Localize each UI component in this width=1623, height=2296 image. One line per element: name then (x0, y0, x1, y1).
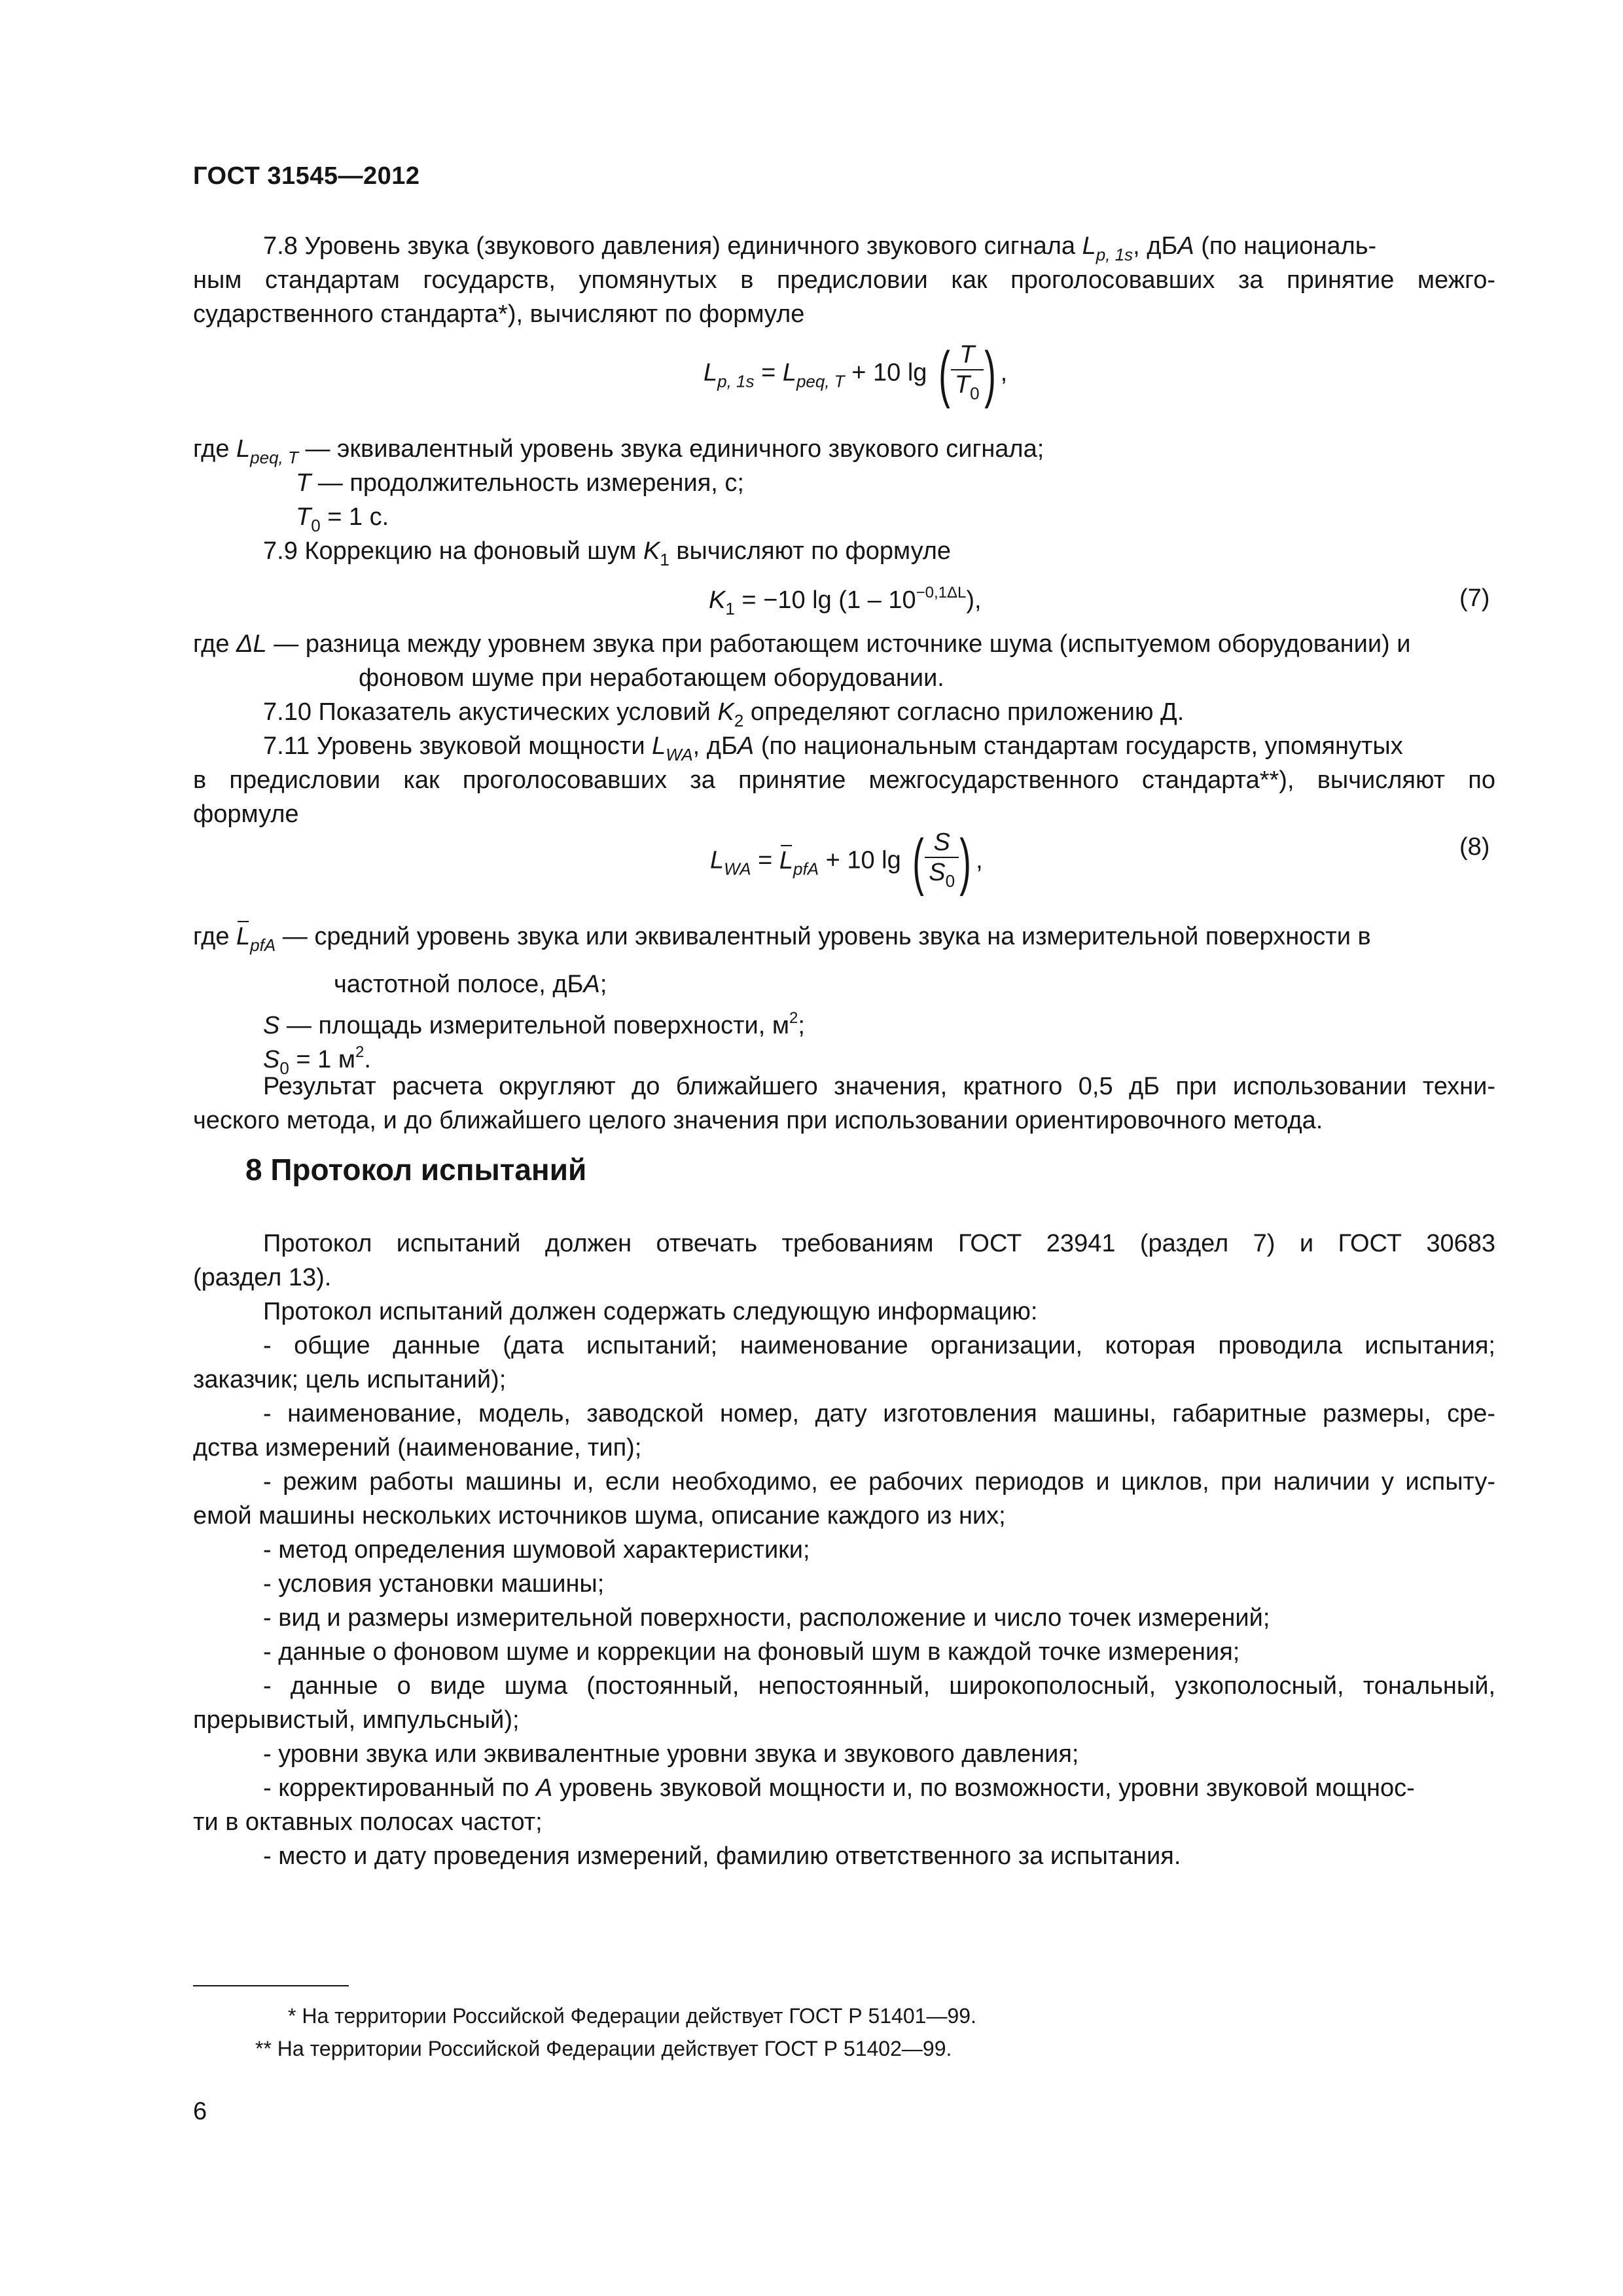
list-item-cont: ти в октавных полосах частот; (193, 1808, 543, 1836)
left-paren: ( (912, 826, 925, 897)
text: , дБ (1133, 232, 1178, 260)
text: = 1 с. (320, 503, 389, 531)
footnote-separator (193, 1985, 349, 1986)
var-l: L (1082, 232, 1096, 260)
var-l: L (782, 359, 796, 387)
var-k: K (709, 586, 726, 614)
where-6-line2 (296, 466, 744, 500)
text: где (193, 435, 237, 463)
list-item-cont: дства измерений (наименование, тип); (193, 1434, 642, 1462)
para-7-11-line2: в предисловии как проголосовавших за принятие межгосударственного стандарта**), вычисляют по (193, 766, 1495, 794)
denominator (951, 370, 984, 408)
sub: p, 1s (717, 371, 755, 391)
var-l-bar: L (779, 844, 793, 878)
var-l: L (236, 435, 251, 463)
text: + 10 lg (819, 846, 908, 874)
s8-p1-line2: (раздел 13). (193, 1264, 332, 1291)
denominator (925, 858, 959, 895)
var-a: A (583, 971, 600, 998)
section-8-heading: 8 Протокол испытаний (245, 1153, 587, 1187)
formula-8: $L_{WA} = L_{pfA} + 10$ lg ( $\frac{S}{S_0}$ ) , (710, 826, 983, 897)
s8-p1-line1: Протокол испытаний должен отвечать требованиям ГОСТ 23941 (раздел 7) и ГОСТ 30683 (263, 1230, 1495, 1257)
right-paren: ) (959, 826, 971, 897)
right-paren: ) (984, 338, 996, 409)
list-item: - уровни звука или эквивалентные уровни звука и звукового давления; (263, 1740, 1079, 1768)
where-8-line1 (193, 920, 1371, 962)
list-item: - данные о фоновом шуме и коррекции на фоновый шум в каждой точке измерения; (263, 1638, 1240, 1666)
text: 7.8 Уровень звука (звукового давления) единичного звукового сигнала (263, 232, 1082, 260)
text: — разница между уровнем звука при работающем источнике шума (испытуемом оборудовании) и (266, 630, 1411, 658)
var-t: T (296, 469, 312, 497)
sub: WA (724, 859, 751, 879)
sub: 0 (279, 1058, 289, 1078)
formula-7 (709, 576, 982, 626)
list-item-cont: прерывистый, импульсный); (193, 1706, 520, 1734)
page-number: 6 (193, 2098, 207, 2125)
sub: 1 (725, 599, 735, 619)
result-line1: Результат расчета округляют до ближайшего значения, кратного 0,5 дБ при использовании техни- (263, 1073, 1495, 1100)
sup: 2 (355, 1043, 365, 1061)
exponent: −0,1ΔL (916, 584, 967, 601)
text: , дБ (692, 732, 738, 760)
sub: p, 1s (1096, 245, 1133, 264)
list-item: - метод определения шумовой характеристики; (263, 1536, 810, 1564)
var-a: A (535, 1774, 553, 1802)
para-7-8-line2: ным стандартам государств, упомянутых в предисловии как проголосовавших за принятие межго- (193, 266, 1495, 294)
text: ; (798, 1012, 805, 1039)
var-l: L (652, 732, 666, 760)
para-7-8-line3: сударственного стандарта*), вычисляют по формуле (193, 300, 805, 328)
var-k: K (643, 537, 660, 565)
text: = −10 lg (1 – 10 (734, 586, 916, 614)
text: где (193, 923, 237, 950)
where-8-line2 (334, 967, 607, 1001)
sub: 1 (660, 550, 669, 569)
list-item (263, 1771, 1415, 1805)
text: . (364, 1046, 371, 1073)
s8-p2: Протокол испытаний должен содержать следующую информацию: (263, 1298, 1038, 1325)
text: + 10 lg (844, 359, 934, 387)
sub: peq, T (796, 371, 845, 391)
footnote-1: * На территории Российской Федерации действует ГОСТ Р 51401—99. (288, 2004, 976, 2028)
text: - корректированный по (263, 1774, 536, 1802)
para-7-11-line3: формуле (193, 800, 299, 828)
list-item: - режим работы машины и, если необходимо, ее рабочих периодов и циклов, при наличии у испыту- (263, 1468, 1495, 1496)
sub: 0 (945, 871, 955, 891)
sub: pfA (793, 859, 819, 879)
text: — площадь измерительной поверхности, м (279, 1012, 790, 1039)
var-s: S (263, 1012, 280, 1039)
den-var: T (954, 371, 971, 399)
text: 7.10 Показатель акустических условий (263, 698, 718, 726)
formula-8-number: (8) (1459, 833, 1490, 861)
text: частотной полосе, дБ (334, 971, 584, 998)
text: (по национальным стандартам государств, упомянутых (754, 732, 1403, 760)
where-7-line2: фоновом шуме при неработающем оборудовании. (359, 664, 944, 692)
text: — продолжительность измерения, с; (311, 469, 744, 497)
den-var: S (929, 859, 946, 886)
text: определяют согласно приложению Д. (743, 698, 1185, 726)
text: где (193, 630, 237, 658)
text: ; (599, 971, 607, 998)
var-k: K (717, 698, 734, 726)
text: — эквивалентный уровень звука единичного звукового сигнала; (298, 435, 1044, 463)
where-7-line1 (193, 627, 1411, 661)
sub: 2 (734, 711, 744, 730)
var-t: T (296, 503, 312, 531)
var-l-bar: L (236, 920, 250, 954)
fraction (951, 340, 984, 408)
list-item-cont: заказчик; цель испытаний); (193, 1366, 507, 1393)
text: ), (966, 586, 982, 614)
list-item: - место и дату проведения измерений, фамилию ответственного за испытания. (263, 1842, 1181, 1870)
list-item-cont: емой машины нескольких источников шума, описание каждого из них; (193, 1502, 1006, 1530)
sub: pfA (250, 935, 276, 955)
sub: peq, T (250, 448, 298, 467)
list-item: - данные о виде шума (постоянный, непостоянный, широкополосный, узкополосный, тональный, (263, 1672, 1495, 1700)
left-paren: ( (938, 338, 950, 409)
numerator: T (951, 340, 984, 370)
var-s: S (263, 1046, 280, 1073)
numerator: S (925, 828, 959, 858)
var-a: A (1177, 232, 1194, 260)
footnote-2: ** На территории Российской Федерации действует ГОСТ Р 51402—99. (255, 2037, 952, 2060)
text: 7.9 Коррекцию на фоновый шум (263, 537, 643, 565)
formula-6: $L_{p, 1s} = L_{peq, T} + 10$ lg ( $\frac{T}{T_0}$ ) , (704, 338, 1008, 409)
sup: 2 (789, 1009, 798, 1027)
var-l: L (704, 359, 718, 387)
text: 7.11 Уровень звуковой мощности (263, 732, 652, 760)
var-l: L (710, 846, 724, 874)
text: (по националь- (1194, 232, 1377, 260)
text: = 1 м (289, 1046, 355, 1073)
sub: 0 (311, 516, 321, 535)
sub: 0 (970, 384, 980, 403)
text: уровень звуковой мощности и, по возможности, уровни звуковой мощнос- (552, 1774, 1415, 1802)
text: вычисляют по формуле (669, 537, 952, 565)
text: — средний уровень звука или эквивалентный уровень звука на измерительной поверхности в (276, 923, 1371, 950)
formula-7-number: (7) (1459, 584, 1490, 612)
list-item: - наименование, модель, заводской номер, дату изготовления машины, габаритные размеры, сре- (263, 1400, 1495, 1427)
document-header: ГОСТ 31545—2012 (193, 162, 420, 190)
para-7-9 (263, 534, 951, 577)
var-delta-l: ΔL (236, 630, 267, 658)
list-item: - общие данные (дата испытаний; наименование организации, которая проводила испытания; (263, 1332, 1495, 1359)
sub: WA (666, 745, 693, 764)
var-a: A (737, 732, 755, 760)
list-item: - условия установки машины; (263, 1570, 605, 1598)
list-item: - вид и размеры измерительной поверхности, расположение и число точек измерений; (263, 1604, 1270, 1632)
result-line2: ческого метода, и до ближайшего целого значения при использовании ориентировочного метода. (193, 1107, 1323, 1134)
fraction (925, 828, 959, 895)
